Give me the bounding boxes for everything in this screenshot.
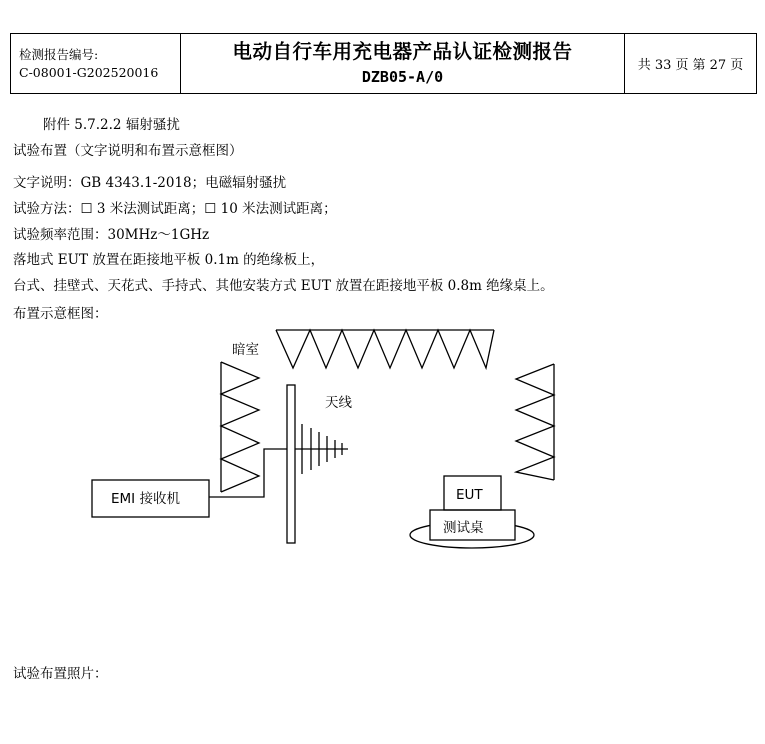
receiver-label: EMI 接收机 xyxy=(111,491,180,507)
photo-heading: 试验布置照片： xyxy=(13,666,108,682)
eut-label: EUT xyxy=(456,487,483,503)
doc-code: DZB05-A/0 xyxy=(361,68,444,86)
antenna-mast xyxy=(287,385,295,543)
layout-heading: 试验布置（文字说明和布置示意框图） xyxy=(13,143,243,159)
antenna-label: 天线 xyxy=(325,395,352,411)
test-table-label: 测试桌 xyxy=(443,520,484,536)
section-heading: 附件 5.7.2.2 辐射骚扰 xyxy=(43,117,180,133)
report-title: 电动自行车用充电器产品认证检测报告 xyxy=(232,40,573,63)
antenna-icon xyxy=(295,424,348,474)
current-page: 第 27 页 xyxy=(692,58,744,73)
report-number-label: 检测报告编号: xyxy=(19,47,99,62)
diagram-heading: 布置示意框图： xyxy=(13,306,108,322)
report-number: C-08001-G202520016 xyxy=(19,65,159,80)
top-absorber-row xyxy=(276,330,494,368)
table-top-note: 台式、挂壁式、天花式、手持式、其他安装方式 EUT 放置在距接地平板 0.8m 绝缘桌上。 xyxy=(13,278,554,294)
chamber-label: 暗室 xyxy=(232,342,259,358)
text-description: 文字说明：GB 4343.1-2018；电磁辐射骚扰 xyxy=(13,175,287,191)
floor-standing-note: 落地式 EUT 放置在距接地平板 0.1m 的绝缘板上， xyxy=(13,252,325,268)
test-method: 试验方法：☐ 3 米法测试距离；☐ 10 米法测试距离； xyxy=(13,201,337,217)
right-absorber-column xyxy=(516,364,554,480)
total-pages: 共 33 页 xyxy=(637,58,689,73)
frequency-range: 试验频率范围：30MHz～1GHz xyxy=(13,227,210,243)
left-absorber-column xyxy=(221,362,259,492)
